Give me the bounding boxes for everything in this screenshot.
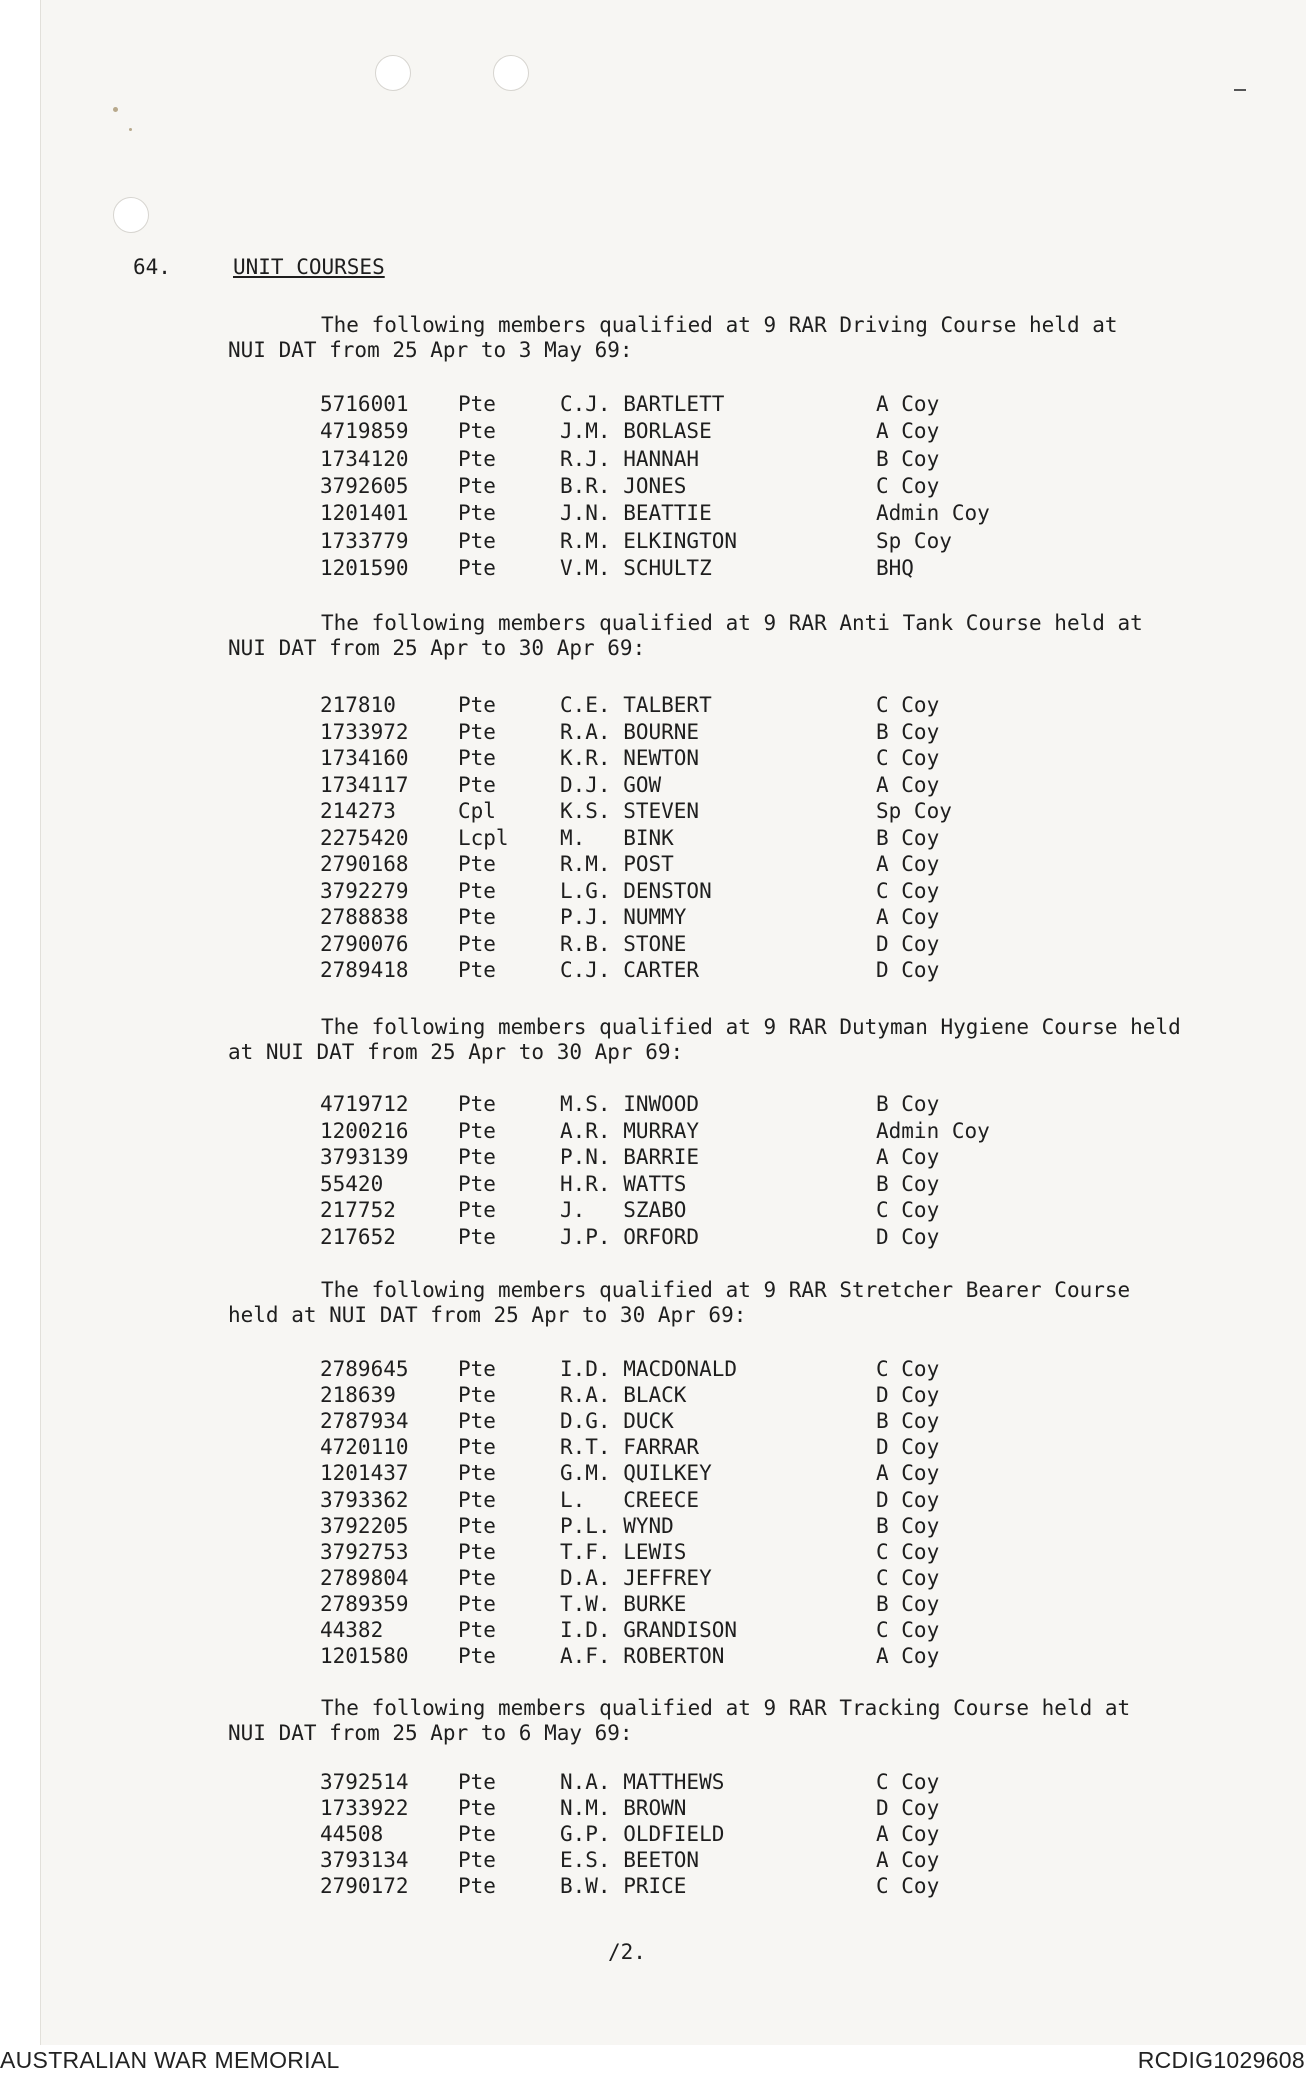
unit: B Coy (876, 1092, 940, 1116)
member-row (0, 879, 1311, 905)
unit: B Coy (876, 1591, 940, 1616)
rank: Lcpl (458, 825, 509, 850)
member-row (0, 1540, 1311, 1566)
rank: Pte (458, 1874, 496, 1898)
unit: Sp Coy (876, 528, 952, 553)
unit: A Coy (876, 1822, 940, 1846)
member-name: M.S. INWOOD (560, 1092, 700, 1116)
member-row (0, 1796, 1311, 1822)
member-row (0, 773, 1311, 799)
unit: A Coy (876, 419, 940, 444)
member-name: H.R. WATTS (560, 1171, 687, 1196)
service-number: 2789418 (320, 958, 409, 982)
rank: Pte (458, 1461, 496, 1486)
member-name: V.M. SCHULTZ (560, 555, 712, 580)
service-number: 217752 (320, 1198, 396, 1223)
member-name: P.N. BARRIE (560, 1145, 700, 1170)
member-name: R.M. ELKINGTON (560, 528, 738, 553)
member-row (0, 1618, 1311, 1644)
member-row (0, 1225, 1311, 1251)
course-intro-line2: NUI DAT from 25 Apr to 3 May 69: (228, 338, 633, 362)
member-name: N.M. BROWN (560, 1796, 687, 1820)
service-number: 3792205 (320, 1513, 409, 1538)
rank: Pte (458, 1435, 496, 1460)
course-intro-line1: The following members qualified at 9 RAR Anti Tank Course held at (321, 611, 1143, 635)
course-intro (228, 1278, 1130, 1328)
unit: C Coy (876, 878, 940, 903)
service-number: 2790168 (320, 852, 409, 876)
rank: Pte (458, 392, 496, 416)
unit: C Coy (876, 1618, 940, 1642)
unit: Sp Coy (876, 799, 952, 823)
rank: Pte (458, 473, 496, 498)
rank: Pte (458, 1565, 496, 1590)
member-name: P.L. WYND (560, 1513, 674, 1538)
unit: A Coy (876, 905, 940, 929)
member-name: C.J. CARTER (560, 958, 700, 982)
member-name: D.A. JEFFREY (560, 1565, 712, 1590)
rank: Pte (458, 772, 496, 797)
unit: A Coy (876, 852, 940, 876)
member-name: J. SZABO (560, 1198, 687, 1223)
member-row (0, 1644, 1311, 1670)
section-title: UNIT COURSES (233, 255, 385, 279)
punch-hole (493, 55, 529, 91)
rank: Pte (458, 719, 496, 744)
rank: Pte (458, 1513, 496, 1538)
member-row (0, 1409, 1311, 1435)
rank: Pte (458, 958, 496, 982)
member-name: T.F. LEWIS (560, 1539, 687, 1564)
member-name: J.M. BORLASE (560, 419, 712, 444)
member-row (0, 1566, 1311, 1592)
member-row (0, 1770, 1311, 1796)
member-name: I.D. MACDONALD (560, 1357, 738, 1381)
member-row (0, 720, 1311, 746)
unit: C Coy (876, 1357, 940, 1381)
rank: Pte (458, 501, 496, 526)
section-number: 64. (133, 255, 171, 279)
rank: Pte (458, 931, 496, 956)
rank: Pte (458, 1796, 496, 1820)
course-intro-line2: NUI DAT from 25 Apr to 6 May 69: (228, 1721, 633, 1745)
member-row (0, 1119, 1311, 1145)
rank: Pte (458, 1591, 496, 1616)
member-row (0, 1514, 1311, 1540)
unit: Admin Coy (876, 501, 990, 526)
service-number: 3792605 (320, 473, 409, 498)
rank: Pte (458, 419, 496, 444)
member-row (0, 1461, 1311, 1487)
rank: Pte (458, 1383, 496, 1408)
service-number: 44508 (320, 1822, 384, 1846)
paper-speck (129, 128, 132, 131)
rank: Pte (458, 1409, 496, 1434)
member-row (0, 958, 1311, 984)
rank: Pte (458, 446, 496, 471)
punch-hole (113, 197, 149, 233)
footer-record-id: RCDIG1029608 (1137, 2047, 1305, 2073)
unit: D Coy (876, 931, 940, 956)
course-intro-line1: The following members qualified at 9 RAR Stretcher Bearer Course (321, 1278, 1131, 1302)
service-number: 4719712 (320, 1092, 409, 1116)
rank: Pte (458, 1171, 496, 1196)
member-name: C.J. BARTLETT (560, 392, 725, 416)
member-row (0, 932, 1311, 958)
service-number: 1733779 (320, 528, 409, 553)
paper-speck (113, 107, 118, 112)
unit: B Coy (876, 825, 940, 850)
unit: D Coy (876, 1487, 940, 1512)
course-intro-line1: The following members qualified at 9 RAR Tracking Course held at (321, 1696, 1131, 1720)
member-row (0, 799, 1311, 825)
member-row (0, 1092, 1311, 1118)
member-row (0, 1488, 1311, 1514)
unit: C Coy (876, 1874, 940, 1898)
member-name: L. CREECE (560, 1487, 700, 1512)
member-row (0, 1383, 1311, 1409)
member-row (0, 1848, 1311, 1874)
course-intro (228, 1015, 1181, 1065)
course-intro-line1: The following members qualified at 9 RAR Dutyman Hygiene Course held (321, 1015, 1181, 1039)
page-continuation: /2. (608, 1940, 646, 1964)
service-number: 4720110 (320, 1435, 409, 1460)
service-number: 5716001 (320, 392, 409, 416)
member-name: G.M. QUILKEY (560, 1461, 712, 1486)
unit: B Coy (876, 719, 940, 744)
member-name: E.S. BEETON (560, 1848, 700, 1872)
member-row (0, 474, 1311, 500)
member-name: K.S. STEVEN (560, 799, 700, 823)
unit: B Coy (876, 446, 940, 471)
service-number: 3793134 (320, 1848, 409, 1872)
service-number: 3793139 (320, 1145, 409, 1170)
rank: Pte (458, 1225, 496, 1249)
member-row (0, 447, 1311, 473)
service-number: 3792514 (320, 1770, 409, 1794)
footer-institution: AUSTRALIAN WAR MEMORIAL (0, 2047, 340, 2073)
unit: A Coy (876, 392, 940, 416)
rank: Pte (458, 1644, 496, 1669)
service-number: 1201580 (320, 1644, 409, 1669)
course-intro (228, 313, 1118, 363)
member-name: R.A. BOURNE (560, 719, 700, 744)
service-number: 217810 (320, 693, 396, 717)
member-name: J.N. BEATTIE (560, 501, 712, 526)
member-row (0, 693, 1311, 719)
service-number: 4719859 (320, 419, 409, 444)
unit: D Coy (876, 1225, 940, 1249)
unit: B Coy (876, 1171, 940, 1196)
unit: C Coy (876, 1198, 940, 1223)
member-name: D.G. DUCK (560, 1409, 674, 1434)
member-row (0, 1357, 1311, 1383)
rank: Pte (458, 1145, 496, 1170)
unit: C Coy (876, 693, 940, 717)
service-number: 2789359 (320, 1591, 409, 1616)
service-number: 2790076 (320, 931, 409, 956)
service-number: 1200216 (320, 1118, 409, 1143)
member-row (0, 529, 1311, 555)
service-number: 2790172 (320, 1874, 409, 1898)
member-name: A.F. ROBERTON (560, 1644, 725, 1669)
rank: Pte (458, 905, 496, 929)
unit: C Coy (876, 746, 940, 770)
member-name: K.R. NEWTON (560, 746, 700, 770)
rank: Pte (458, 555, 496, 580)
service-number: 2788838 (320, 905, 409, 929)
unit: A Coy (876, 1848, 940, 1872)
course-intro-line2: NUI DAT from 25 Apr to 30 Apr 69: (228, 636, 646, 660)
unit: B Coy (876, 1513, 940, 1538)
unit: A Coy (876, 1644, 940, 1669)
service-number: 3792753 (320, 1539, 409, 1564)
unit: Admin Coy (876, 1118, 990, 1143)
service-number: 1733922 (320, 1796, 409, 1820)
course-intro (228, 611, 1143, 661)
course-intro (228, 1696, 1130, 1746)
unit: D Coy (876, 958, 940, 982)
service-number: 1201590 (320, 555, 409, 580)
member-name: R.T. FARRAR (560, 1435, 700, 1460)
unit: C Coy (876, 1770, 940, 1794)
rank: Pte (458, 1770, 496, 1794)
member-row (0, 1172, 1311, 1198)
rank: Pte (458, 528, 496, 553)
service-number: 214273 (320, 799, 396, 823)
service-number: 2275420 (320, 825, 409, 850)
member-name: B.W. PRICE (560, 1874, 687, 1898)
member-row (0, 746, 1311, 772)
service-number: 3792279 (320, 878, 409, 903)
member-row (0, 556, 1311, 582)
member-name: R.A. BLACK (560, 1383, 687, 1408)
rank: Pte (458, 1822, 496, 1846)
course-intro-line1: The following members qualified at 9 RAR Driving Course held at (321, 313, 1118, 337)
member-name: I.D. GRANDISON (560, 1618, 738, 1642)
member-name: T.W. BURKE (560, 1591, 687, 1616)
service-number: 3793362 (320, 1487, 409, 1512)
member-name: P.J. NUMMY (560, 905, 687, 929)
member-row (0, 501, 1311, 527)
member-name: C.E. TALBERT (560, 693, 712, 717)
member-name: R.B. STONE (560, 931, 687, 956)
rank: Pte (458, 1848, 496, 1872)
member-row (0, 1435, 1311, 1461)
rank: Pte (458, 1357, 496, 1381)
member-name: G.P. OLDFIELD (560, 1822, 725, 1846)
unit: D Coy (876, 1796, 940, 1820)
service-number: 1201437 (320, 1461, 409, 1486)
member-row (0, 1874, 1311, 1900)
member-row (0, 1592, 1311, 1618)
punch-hole (375, 55, 411, 91)
rank: Pte (458, 746, 496, 770)
service-number: 1733972 (320, 719, 409, 744)
service-number: 2787934 (320, 1409, 409, 1434)
margin-mark (1234, 89, 1246, 91)
service-number: 55420 (320, 1171, 384, 1196)
unit: A Coy (876, 1461, 940, 1486)
service-number: 2789804 (320, 1565, 409, 1590)
member-row (0, 1822, 1311, 1848)
service-number: 2789645 (320, 1357, 409, 1381)
service-number: 1734160 (320, 746, 409, 770)
service-number: 1734117 (320, 772, 409, 797)
rank: Pte (458, 693, 496, 717)
rank: Pte (458, 1198, 496, 1223)
service-number: 1201401 (320, 501, 409, 526)
unit: A Coy (876, 1145, 940, 1170)
member-name: B.R. JONES (560, 473, 687, 498)
rank: Pte (458, 1487, 496, 1512)
member-row (0, 905, 1311, 931)
course-intro-line2: at NUI DAT from 25 Apr to 30 Apr 69: (228, 1040, 684, 1064)
service-number: 218639 (320, 1383, 396, 1408)
unit: D Coy (876, 1435, 940, 1460)
unit: B Coy (876, 1409, 940, 1434)
member-name: L.G. DENSTON (560, 878, 712, 903)
rank: Pte (458, 852, 496, 876)
service-number: 1734120 (320, 446, 409, 471)
unit: A Coy (876, 772, 940, 797)
unit: C Coy (876, 473, 940, 498)
rank: Pte (458, 1618, 496, 1642)
member-name: R.J. HANNAH (560, 446, 700, 471)
rank: Cpl (458, 799, 496, 823)
course-intro-line2: held at NUI DAT from 25 Apr to 30 Apr 69: (228, 1303, 747, 1327)
member-name: N.A. MATTHEWS (560, 1770, 725, 1794)
rank: Pte (458, 1092, 496, 1116)
member-row (0, 1198, 1311, 1224)
rank: Pte (458, 1539, 496, 1564)
unit: C Coy (876, 1565, 940, 1590)
member-name: M. BINK (560, 825, 674, 850)
service-number: 217652 (320, 1225, 396, 1249)
member-name: R.M. POST (560, 852, 674, 876)
rank: Pte (458, 1118, 496, 1143)
member-row (0, 419, 1311, 445)
member-row (0, 392, 1311, 418)
unit: BHQ (876, 555, 914, 580)
member-row (0, 826, 1311, 852)
member-name: J.P. ORFORD (560, 1225, 700, 1249)
unit: D Coy (876, 1383, 940, 1408)
member-row (0, 1145, 1311, 1171)
member-name: A.R. MURRAY (560, 1118, 700, 1143)
unit: C Coy (876, 1539, 940, 1564)
service-number: 44382 (320, 1618, 384, 1642)
member-name: D.J. GOW (560, 772, 662, 797)
rank: Pte (458, 878, 496, 903)
member-row (0, 852, 1311, 878)
